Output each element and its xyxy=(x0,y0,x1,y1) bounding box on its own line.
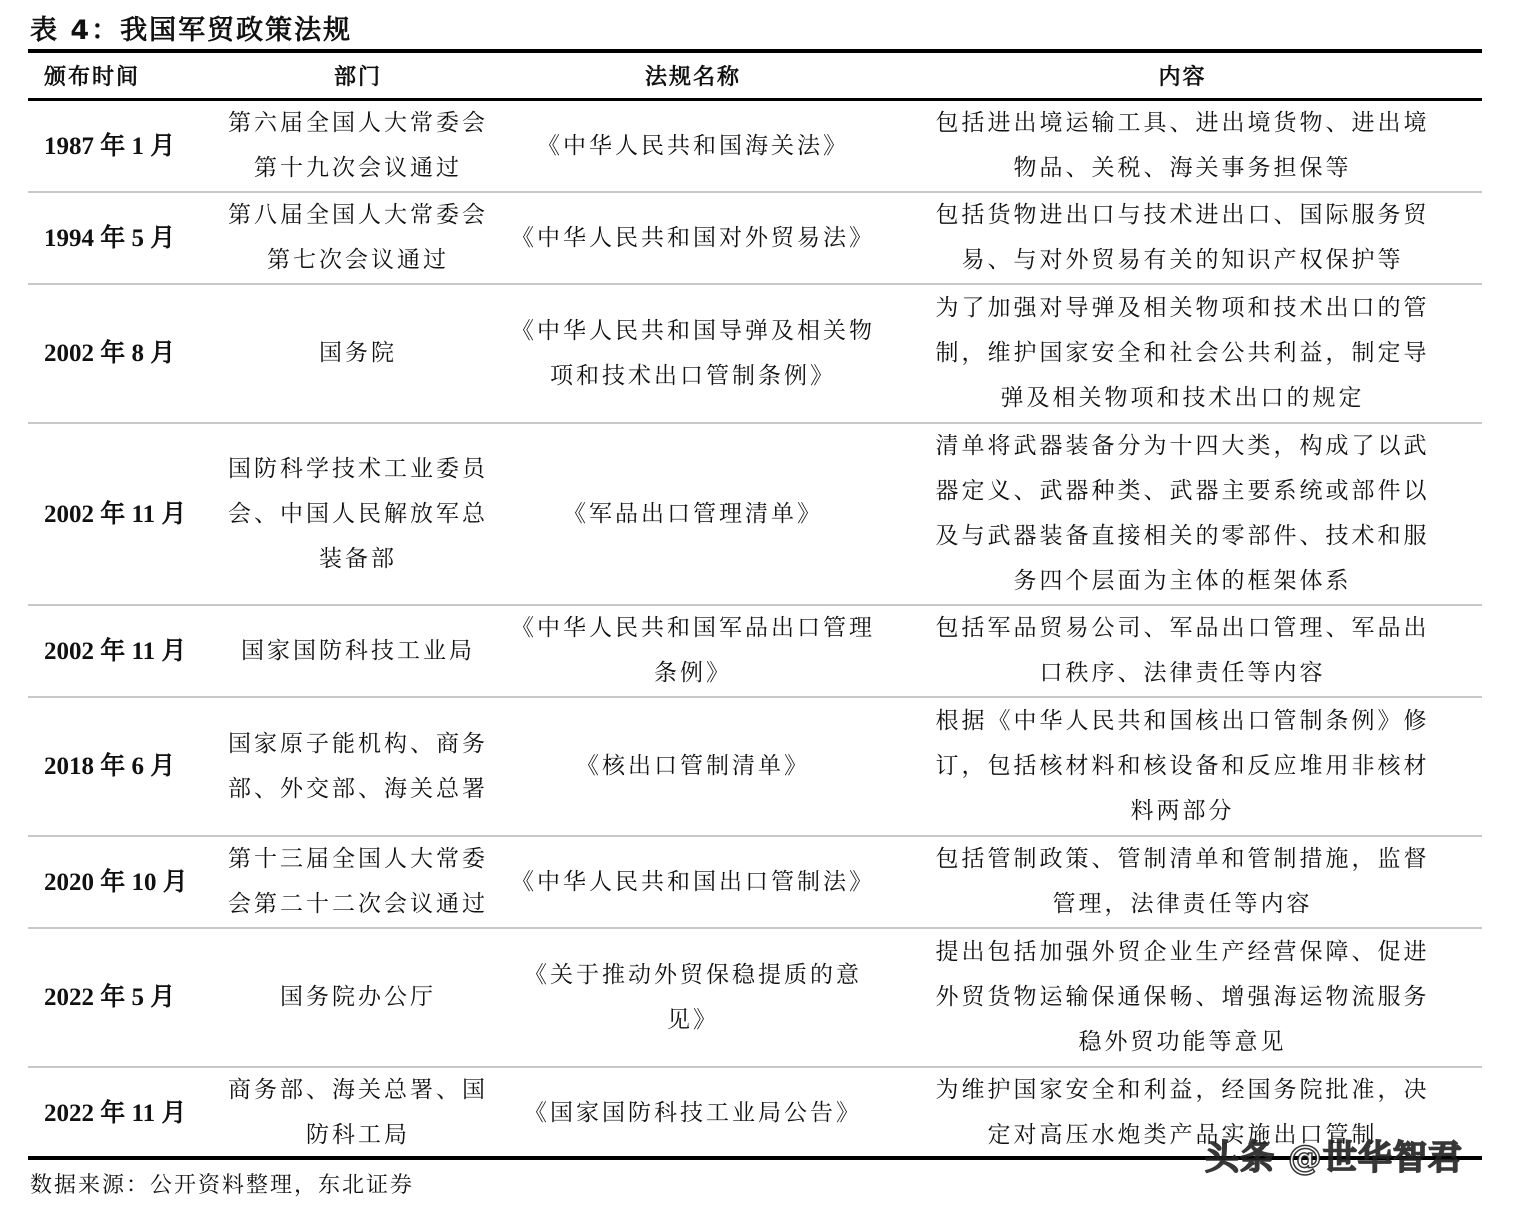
cell-content xyxy=(883,101,1482,192)
cell-date: 2020 年 10 月 xyxy=(28,836,213,928)
cell-regulation xyxy=(503,101,883,192)
department-line: 国务院办公厅 xyxy=(280,984,436,1010)
cell-content xyxy=(883,423,1482,605)
regulation-line: 《中华人民共和国出口管制法》 xyxy=(511,868,875,895)
content-line: 订，包括核材料和核设备和反应堆用非核材 xyxy=(935,753,1430,779)
content-line: 物品、关税、海关事务担保等 xyxy=(1013,155,1352,181)
table-header-row xyxy=(28,53,1482,98)
content-line: 稳外贸功能等意见 xyxy=(1078,1029,1287,1055)
content-line: 提出包括加强外贸企业生产经营保障、促进 xyxy=(935,939,1430,965)
department-line: 会第二十二次会议通过 xyxy=(228,891,488,917)
content-line: 根据《中华人民共和国核出口管制条例》修 xyxy=(935,708,1430,734)
department-line: 第六届全国人大常委会 xyxy=(228,110,488,136)
table-row xyxy=(28,192,1482,284)
department-line: 国家原子能机构、商务 xyxy=(228,730,488,757)
cell-regulation xyxy=(503,697,883,836)
cell-date: 2018 年 6 月 xyxy=(28,697,213,836)
department-line: 会、中国人民解放军总 xyxy=(228,500,488,527)
department-line: 装备部 xyxy=(319,545,397,572)
header-regulation: 法规名称 xyxy=(644,65,741,90)
cell-content xyxy=(883,605,1482,697)
cell-regulation xyxy=(503,605,883,697)
content-line: 及与武器装备直接相关的零部件、技术和服 xyxy=(935,523,1430,549)
regulation-line: 《中华人民共和国军品出口管理 xyxy=(511,615,875,641)
department-line: 第十九次会议通过 xyxy=(254,155,462,181)
content-line: 器定义、武器种类、武器主要系统或部件以 xyxy=(935,478,1430,504)
watermark: 头条 @世华智君 xyxy=(1205,1138,1463,1178)
content-line: 包括管制政策、管制清单和管制措施，监督 xyxy=(935,846,1430,872)
table-row xyxy=(28,605,1482,697)
table-row xyxy=(28,284,1482,423)
content-line: 口秩序、法律责任等内容 xyxy=(1039,660,1326,686)
cell-department xyxy=(213,101,503,192)
cell-content xyxy=(883,192,1482,284)
regulation-line: 项和技术出口管制条例》 xyxy=(550,362,836,389)
table-row xyxy=(28,101,1482,192)
cell-date: 2002 年 11 月 xyxy=(28,605,213,697)
regulations-table xyxy=(28,101,1482,1158)
content-line: 包括军品贸易公司、军品出口管理、军品出 xyxy=(935,615,1430,641)
cell-regulation xyxy=(503,1067,883,1158)
content-line: 易、与对外贸易有关的知识产权保护等 xyxy=(961,247,1404,273)
header-department: 部门 xyxy=(333,65,382,90)
department-line: 第十三届全国人大常委 xyxy=(228,846,488,872)
header-date: 颁布时间 xyxy=(44,65,141,90)
cell-date: 1994 年 5 月 xyxy=(28,192,213,284)
content-line: 料两部分 xyxy=(1130,798,1235,824)
cell-content xyxy=(883,284,1482,423)
cell-department xyxy=(213,697,503,836)
cell-department xyxy=(213,423,503,605)
cell-department xyxy=(213,605,503,697)
header-content: 内容 xyxy=(1158,65,1207,90)
content-line: 包括货物进出口与技术进出口、国际服务贸 xyxy=(935,202,1430,228)
regulation-line: 《核出口管制清单》 xyxy=(576,753,810,779)
cell-regulation xyxy=(503,192,883,284)
cell-regulation xyxy=(503,928,883,1067)
cell-content xyxy=(883,836,1482,928)
department-line: 国家国防科技工业局 xyxy=(241,637,475,664)
content-line: 定对高压水炮类产品实施出口管制 xyxy=(987,1122,1378,1148)
cell-department xyxy=(213,284,503,423)
content-line: 外贸货物运输保通保畅、增强海运物流服务 xyxy=(935,984,1430,1010)
cell-date: 2002 年 11 月 xyxy=(28,423,213,605)
source-note: 数据来源：公开资料整理，东北证券 xyxy=(30,1173,415,1198)
table-row xyxy=(28,836,1482,928)
cell-department xyxy=(213,1067,503,1158)
cell-regulation xyxy=(503,836,883,928)
regulation-line: 《军品出口管理清单》 xyxy=(563,500,823,527)
content-line: 务四个层面为主体的框架体系 xyxy=(1013,568,1352,594)
department-line: 商务部、海关总署、国 xyxy=(228,1077,488,1103)
content-line: 管理，法律责任等内容 xyxy=(1052,891,1313,917)
cell-department xyxy=(213,192,503,284)
department-line: 第八届全国人大常委会 xyxy=(228,202,488,228)
regulation-line: 《中华人民共和国对外贸易法》 xyxy=(511,224,875,251)
cell-content xyxy=(883,697,1482,836)
content-line: 为了加强对导弹及相关物项和技术出口的管 xyxy=(935,295,1430,321)
content-line: 清单将武器装备分为十四大类，构成了以武 xyxy=(935,433,1430,459)
regulation-line: 《中华人民共和国导弹及相关物 xyxy=(511,317,875,344)
regulation-line: 《中华人民共和国海关法》 xyxy=(537,132,849,159)
department-line: 部、外交部、海关总署 xyxy=(228,775,488,802)
cell-regulation xyxy=(503,284,883,423)
table-title: 表 4：我国军贸政策法规 xyxy=(30,15,353,46)
cell-department xyxy=(213,928,503,1067)
cell-date: 2022 年 11 月 xyxy=(44,1099,187,1127)
cell-regulation xyxy=(503,423,883,605)
department-line: 国防科学技术工业委员 xyxy=(228,455,488,482)
department-line: 第七次会议通过 xyxy=(267,247,449,273)
department-line: 防科工局 xyxy=(306,1122,410,1148)
content-line: 制，维护国家安全和社会公共利益，制定导 xyxy=(935,340,1430,366)
content-line: 弹及相关物项和技术出口的规定 xyxy=(1000,385,1365,411)
regulation-line: 《国家国防科技工业局公告》 xyxy=(524,1099,862,1126)
cell-date: 1987 年 1 月 xyxy=(28,101,213,192)
table-row xyxy=(28,423,1482,605)
regulation-line: 《关于推动外贸保稳提质的意 xyxy=(524,961,862,988)
cell-date: 2022 年 5 月 xyxy=(28,928,213,1067)
department-line: 国务院 xyxy=(319,340,397,366)
content-line: 包括进出境运输工具、进出境货物、进出境 xyxy=(935,110,1430,136)
table-row xyxy=(28,697,1482,836)
cell-content xyxy=(883,928,1482,1067)
regulation-line: 见》 xyxy=(667,1006,719,1033)
cell-department xyxy=(213,836,503,928)
content-line: 为维护国家安全和利益，经国务院批准，决 xyxy=(935,1077,1430,1103)
cell-date: 2002 年 8 月 xyxy=(28,284,213,423)
table-row xyxy=(28,928,1482,1067)
regulation-line: 条例》 xyxy=(654,660,732,686)
